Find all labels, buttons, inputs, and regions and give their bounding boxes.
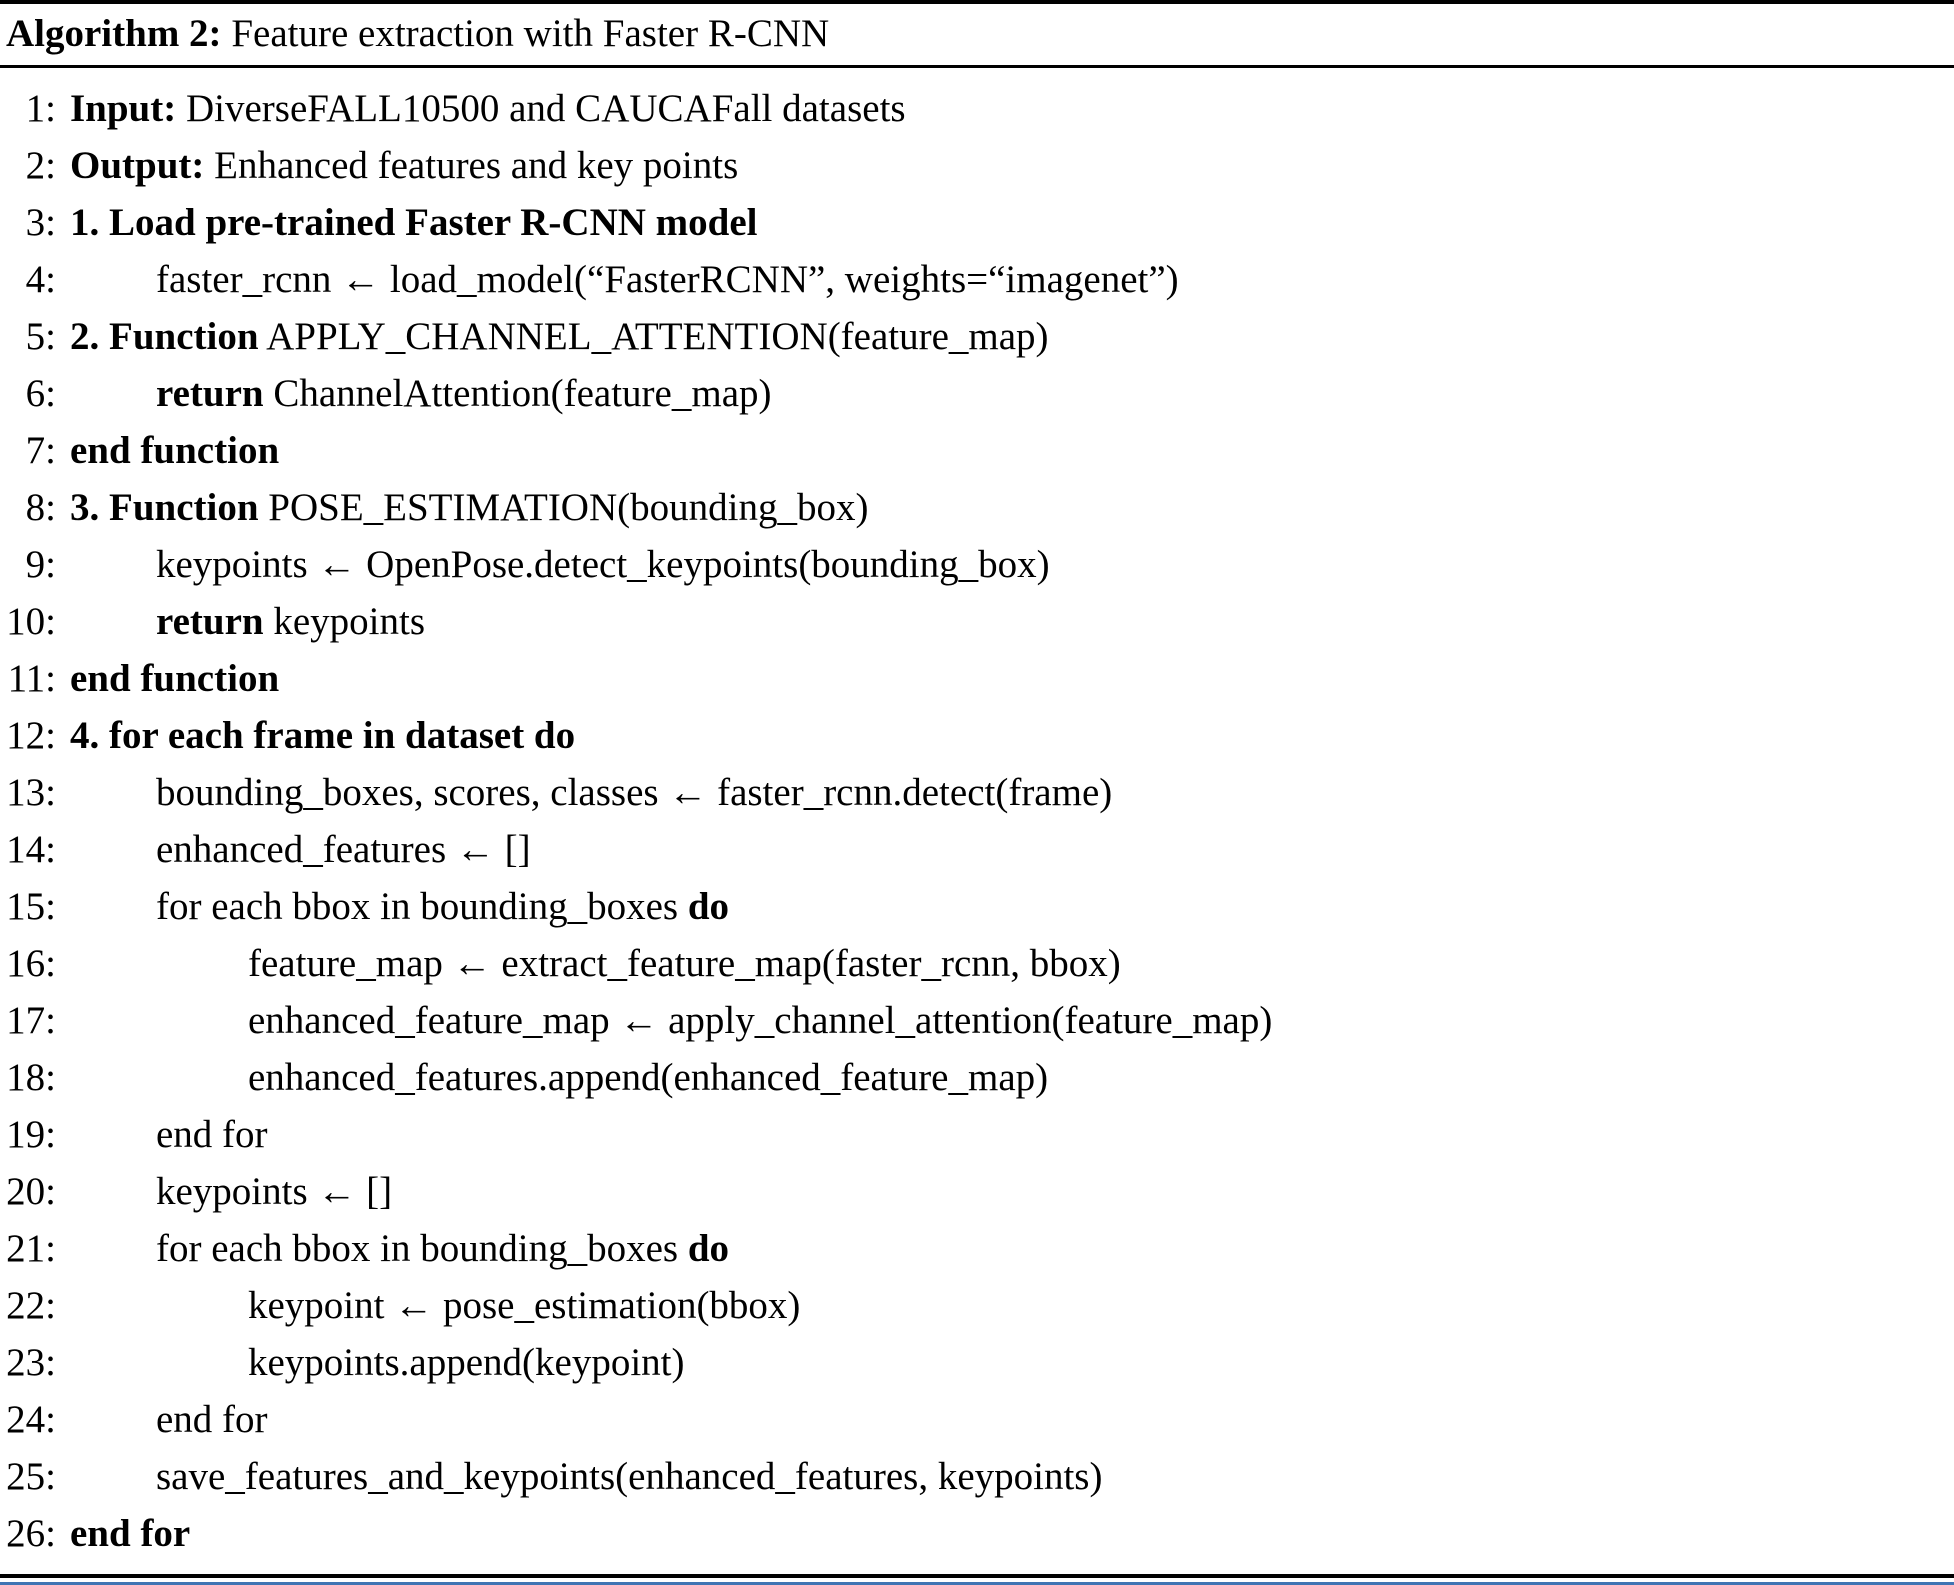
- code-text: for each bbox in bounding_boxes: [156, 885, 688, 928]
- keyword-text: 4. for each frame in dataset do: [70, 714, 576, 757]
- algorithm-line: [0, 1448, 1954, 1505]
- algorithm-line: [0, 1277, 1954, 1334]
- algorithm-line: [0, 365, 1954, 422]
- algorithm-line: [0, 137, 1954, 194]
- algorithm-line: [0, 878, 1954, 935]
- keyword-text: 2. Function: [70, 315, 259, 358]
- line-number: 24:: [6, 1398, 56, 1441]
- line-content: [70, 194, 758, 251]
- algorithm-label: Algorithm 2:: [6, 12, 222, 55]
- bottom-rule: [0, 1574, 1954, 1578]
- algorithm-line: [0, 764, 1954, 821]
- line-number: 21:: [6, 1227, 56, 1270]
- algorithm-title: Feature extraction with Faster R-CNN: [221, 12, 830, 55]
- code-text: enhanced_features.append(enhanced_feature_map): [248, 1056, 1049, 1099]
- algorithm-line: [0, 650, 1954, 707]
- algorithm-line: [0, 1049, 1954, 1106]
- line-number: 2:: [25, 144, 56, 187]
- line-content: [70, 251, 1179, 308]
- line-number: 11:: [7, 657, 56, 700]
- code-text: keypoints: [263, 600, 426, 643]
- algorithm-line: [0, 707, 1954, 764]
- keyword-text: 1. Load pre-trained Faster R-CNN model: [70, 201, 758, 244]
- line-content: [70, 80, 906, 137]
- line-content: [70, 536, 1050, 593]
- line-content: [70, 479, 868, 536]
- line-number: 15:: [6, 885, 56, 928]
- line-number: 3:: [25, 201, 56, 244]
- line-number: 9:: [25, 543, 56, 586]
- line-number: 17:: [6, 999, 56, 1042]
- line-content: [70, 707, 575, 764]
- keyword-text: do: [687, 885, 730, 928]
- code-text: Enhanced features and key points: [204, 144, 739, 187]
- line-number: 26:: [6, 1512, 56, 1555]
- algorithm-line: [0, 80, 1954, 137]
- line-number: 14:: [6, 828, 56, 871]
- code-text: APPLY_CHANNEL_ATTENTION(feature_map): [258, 315, 1049, 358]
- algorithm-line: [0, 422, 1954, 479]
- code-text: keypoints ← []: [156, 1170, 393, 1213]
- algorithm-line: [0, 821, 1954, 878]
- algorithm-line: [0, 1163, 1954, 1220]
- code-text: ChannelAttention(feature_map): [263, 372, 772, 415]
- line-content: [70, 764, 1112, 821]
- code-text: end for: [156, 1113, 268, 1156]
- line-content: [70, 1448, 1102, 1505]
- line-content: [70, 878, 729, 935]
- line-number: 6:: [25, 372, 56, 415]
- line-content: [70, 1334, 684, 1391]
- code-text: bounding_boxes, scores, classes ← faster_rcnn.detect(frame): [156, 771, 1113, 814]
- line-number: 1:: [25, 87, 56, 130]
- algorithm-line: [0, 1391, 1954, 1448]
- code-text: for each bbox in bounding_boxes: [156, 1227, 688, 1270]
- keyword-text: end function: [70, 657, 280, 700]
- line-content: [70, 821, 531, 878]
- keyword-text: 3. Function: [70, 486, 259, 529]
- algorithm-line: [0, 1106, 1954, 1163]
- line-number: 16:: [6, 942, 56, 985]
- line-content: [70, 308, 1049, 365]
- algorithm-header: [0, 4, 1954, 68]
- algorithm-line: [0, 308, 1954, 365]
- keyword-text: do: [687, 1227, 730, 1270]
- algorithm-line: [0, 1334, 1954, 1391]
- line-number: 10:: [6, 600, 56, 643]
- code-text: faster_rcnn ← load_model(“FasterRCNN”, weights=“imagenet”): [156, 258, 1179, 301]
- keyword-text: end function: [70, 429, 280, 472]
- code-text: enhanced_feature_map ← apply_channel_attention(feature_map): [248, 999, 1273, 1042]
- line-content: [70, 1505, 190, 1562]
- line-content: [70, 1220, 729, 1277]
- line-content: [70, 1049, 1048, 1106]
- line-number: 8:: [25, 486, 56, 529]
- algorithm-line: [0, 479, 1954, 536]
- line-content: [70, 365, 772, 422]
- line-number: 7:: [25, 429, 56, 472]
- algorithm-line: [0, 992, 1954, 1049]
- code-text: keypoints.append(keypoint): [248, 1341, 685, 1384]
- algorithm-line: [0, 251, 1954, 308]
- algorithm-body: [0, 68, 1954, 1574]
- line-number: 20:: [6, 1170, 56, 1213]
- keyword-text: return: [156, 372, 264, 415]
- line-number: 22:: [6, 1284, 56, 1327]
- algorithm-line: [0, 593, 1954, 650]
- code-text: save_features_and_keypoints(enhanced_features, keypoints): [156, 1455, 1103, 1498]
- algorithm-line: [0, 194, 1954, 251]
- line-number: 12:: [6, 714, 56, 757]
- code-text: POSE_ESTIMATION(bounding_box): [258, 486, 869, 529]
- line-content: [70, 935, 1121, 992]
- line-content: [70, 1106, 268, 1163]
- line-number: 4:: [25, 258, 56, 301]
- line-number: 13:: [6, 771, 56, 814]
- algorithm-line: [0, 1220, 1954, 1277]
- line-content: [70, 593, 425, 650]
- line-number: 25:: [6, 1455, 56, 1498]
- code-text: DiverseFALL10500 and CAUCAFall datasets: [176, 87, 906, 130]
- keyword-text: return: [156, 600, 264, 643]
- line-number: 18:: [6, 1056, 56, 1099]
- code-text: enhanced_features ← []: [156, 828, 531, 871]
- keyword-text: Input:: [70, 87, 177, 130]
- code-text: keypoint ← pose_estimation(bbox): [248, 1284, 801, 1327]
- line-content: [70, 992, 1272, 1049]
- code-text: end for: [156, 1398, 268, 1441]
- algorithm-line: [0, 935, 1954, 992]
- line-content: [70, 1163, 392, 1220]
- keyword-text: Output:: [70, 144, 205, 187]
- keyword-text: end for: [70, 1512, 191, 1555]
- line-number: 23:: [6, 1341, 56, 1384]
- algorithm-line: [0, 1505, 1954, 1562]
- code-text: keypoints ← OpenPose.detect_keypoints(bounding_box): [156, 543, 1050, 586]
- line-number: 19:: [6, 1113, 56, 1156]
- code-text: feature_map ← extract_feature_map(faster_rcnn, bbox): [248, 942, 1121, 985]
- line-content: [70, 1391, 268, 1448]
- line-number: 5:: [25, 315, 56, 358]
- line-content: [70, 1277, 800, 1334]
- algorithm-line: [0, 536, 1954, 593]
- line-content: [70, 422, 279, 479]
- line-content: [70, 137, 738, 194]
- line-content: [70, 650, 279, 707]
